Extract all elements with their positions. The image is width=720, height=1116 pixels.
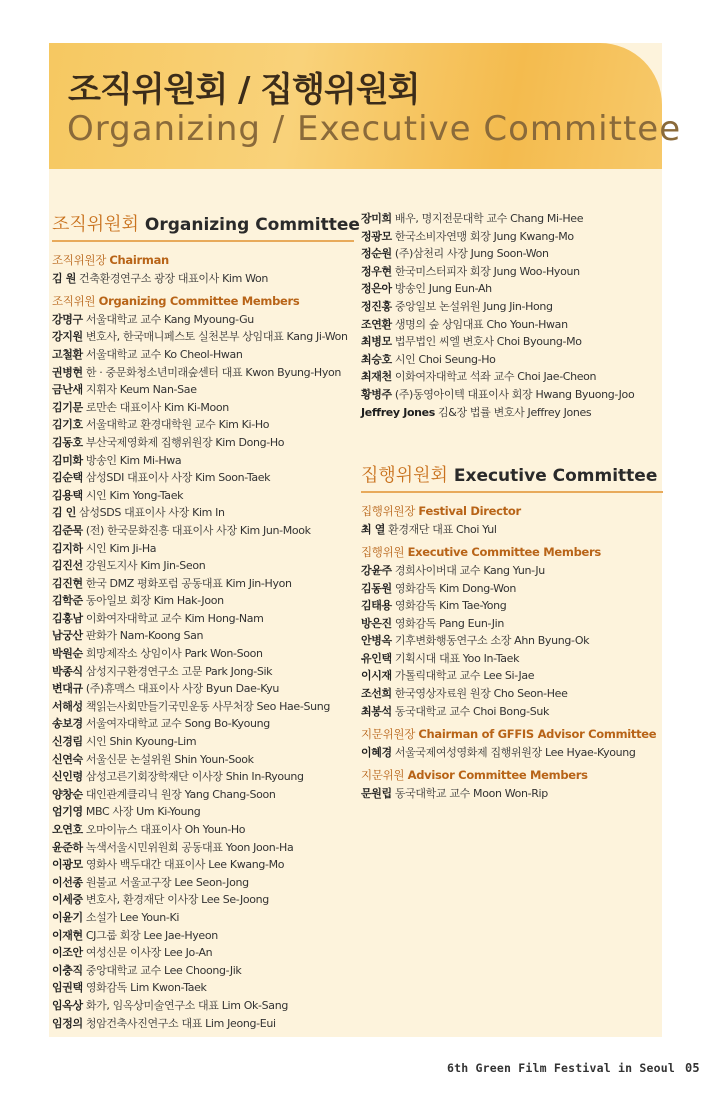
- person-name: 이재현: [52, 928, 83, 942]
- person-desc: 녹색서울시민위원회 공동대표 Yoon Joon-Ha: [85, 840, 294, 854]
- page-footer: [447, 1061, 700, 1075]
- person-desc: 변호사, 환경재단 이사장 Lee Se-Joong: [85, 893, 269, 907]
- member-entry: [52, 856, 352, 874]
- person-name: 김태용: [361, 599, 392, 613]
- person-name: 이혜경: [361, 745, 392, 759]
- person-desc: 로만손 대표이사 Kim Ki-Moon: [85, 400, 229, 414]
- person-desc: 시인 Shin Kyoung-Lim: [85, 735, 197, 749]
- member-entry: [52, 381, 352, 399]
- member-entry: [361, 580, 661, 598]
- person-desc: 청암건축사진연구소 대표 Lim Jeong-Eui: [85, 1016, 276, 1030]
- person-desc: 동국대학교 교수 Moon Won-Rip: [394, 787, 548, 801]
- person-name: 오연호: [52, 823, 83, 836]
- person-name: 김기문: [52, 400, 83, 414]
- person-desc: 서울국제여성영화제 집행위원장 Lee Hyae-Kyoung: [394, 745, 636, 759]
- person-name: 윤준하: [52, 840, 83, 854]
- person-desc: 영화감독 Kim Dong-Won: [394, 581, 516, 595]
- person-name: 김학준: [52, 594, 83, 608]
- person-desc: 영화감독 Pang Eun-Jin: [394, 616, 504, 630]
- section-divider: [361, 491, 663, 493]
- person-desc: 시인 Kim Yong-Taek: [85, 488, 184, 502]
- member-entry: [52, 575, 352, 593]
- person-name: 김준묵: [52, 523, 83, 537]
- executive-title-en: Executive Committee: [453, 466, 658, 487]
- person-desc: 서울대학교 환경대학원 교수 Kim Ki-Ho: [85, 418, 270, 432]
- person-desc: 삼성SDI 대표이사 사장 Kim Soon-Taek: [85, 471, 271, 485]
- organizing-members-list-cont: [361, 210, 661, 421]
- member-entry: [361, 298, 661, 316]
- person-desc: CJ그룹 회장 Lee Jae-Hyeon: [85, 928, 218, 942]
- person-desc: 한국소비자연맹 회장 Jung Kwang-Mo: [394, 229, 574, 243]
- person-name: 김진선: [52, 559, 83, 573]
- member-entry: [52, 434, 352, 452]
- person-desc: 희망제작소 상임이사 Park Won-Soon: [85, 647, 263, 661]
- member-entry: [52, 909, 352, 927]
- person-name: 권병현: [52, 365, 83, 379]
- member-entry: [52, 540, 352, 558]
- member-entry: [52, 346, 352, 364]
- person-desc: 동아일보 회장 Kim Hak-Joon: [85, 594, 224, 608]
- member-entry: [52, 944, 352, 962]
- organizing-section-title: [52, 214, 360, 236]
- member-entry: [52, 891, 352, 909]
- person-desc: 한국영상자료원 원장 Cho Seon-Hee: [394, 687, 568, 701]
- director-label: 집행위원장 Festival Director: [361, 504, 521, 519]
- member-entry: [52, 839, 352, 857]
- person-name: 변대규: [52, 682, 83, 696]
- member-entry: [52, 821, 352, 839]
- page-title-korean: 조직위원회 / 집행위원회: [68, 70, 420, 110]
- person-desc: 부산국제영화제 집행위원장 Kim Dong-Ho: [85, 435, 285, 449]
- person-name: 정진홍: [361, 299, 392, 313]
- person-desc: (전) 한국문화진흥 대표이사 사장 Kim Jun-Mook: [85, 523, 311, 537]
- person-name: 김 원: [52, 271, 77, 285]
- member-entry: [361, 615, 661, 633]
- section-divider: [52, 240, 354, 242]
- person-desc: 영화감독 Lim Kwon-Taek: [85, 981, 207, 995]
- person-desc: 시인 Choi Seung-Ho: [394, 352, 496, 366]
- person-desc: (주)삼천리 사장 Jung Soon-Won: [394, 247, 549, 261]
- person-desc: 서울대학교 교수 Kang Myoung-Gu: [85, 312, 254, 326]
- organizing-members-label: 조직위원 Organizing Committee Members: [52, 294, 300, 309]
- person-name: 김동호: [52, 435, 83, 449]
- member-entry: [52, 786, 352, 804]
- person-desc: 한국 DMZ 평화포럼 공동대표 Kim Jin-Hyon: [85, 576, 292, 590]
- person-name: 이광모: [52, 858, 83, 872]
- person-desc: MBC 사장 Um Ki-Young: [85, 805, 201, 819]
- member-entry: [361, 562, 661, 580]
- person-desc: 동국대학교 교수 Choi Bong-Suk: [394, 704, 549, 718]
- person-name: 서해성: [52, 699, 83, 713]
- person-name: 김용택: [52, 488, 83, 502]
- executive-members-label: 집행위원 Executive Committee Members: [361, 545, 601, 560]
- director-entry: [361, 521, 661, 539]
- person-desc: 오마이뉴스 대표이사 Oh Youn-Ho: [85, 823, 246, 836]
- person-desc: (주)휴맥스 대표이사 사장 Byun Dae-Kyu: [85, 682, 280, 696]
- person-name: 김미화: [52, 453, 83, 467]
- person-desc: 방송인 Jung Eun-Ah: [394, 282, 492, 296]
- member-entry: [361, 667, 661, 685]
- member-entry: [52, 645, 352, 663]
- page-title-english: Organizing / Executive Committee: [67, 109, 682, 149]
- person-name: 엄기영: [52, 805, 83, 819]
- member-entry: [52, 927, 352, 945]
- member-entry: [361, 685, 661, 703]
- person-name: 김순택: [52, 471, 83, 485]
- executive-section-title: [361, 465, 661, 487]
- person-desc: 지휘자 Keum Nan-Sae: [85, 383, 197, 397]
- person-name: 유인택: [361, 651, 392, 665]
- person-desc: 강원도지사 Kim Jin-Seon: [85, 559, 206, 573]
- person-desc: 소설가 Lee Youn-Ki: [85, 910, 180, 924]
- person-desc: 건축환경연구소 광장 대표이사 Kim Won: [79, 271, 269, 285]
- person-name: 송보경: [52, 717, 83, 731]
- person-desc: 가톨릭대학교 교수 Lee Si-Jae: [394, 669, 535, 683]
- person-name: 문원립: [361, 787, 392, 801]
- person-name: 이충직: [52, 963, 83, 977]
- person-desc: 이화여자대학교 석좌 교수 Choi Jae-Cheon: [394, 370, 597, 384]
- member-entry: [52, 469, 352, 487]
- member-entry: [361, 263, 661, 281]
- person-name: 강지원: [52, 330, 83, 344]
- person-desc: 중앙대학교 교수 Lee Choong-Jik: [85, 963, 242, 977]
- member-entry: [361, 280, 661, 298]
- person-name: 남궁산: [52, 629, 83, 643]
- member-entry: [361, 210, 661, 228]
- person-name: Jeffrey Jones: [361, 405, 435, 419]
- person-name: 조선희: [361, 687, 392, 701]
- person-desc: 판화가 Nam-Koong San: [85, 629, 204, 643]
- person-desc: 영화감독 Kim Tae-Yong: [394, 599, 507, 613]
- chairman-label: 조직위원장 Chairman: [52, 253, 169, 267]
- person-desc: 서울대학교 교수 Ko Cheol-Hwan: [85, 347, 243, 361]
- person-name: 강명구: [52, 312, 83, 326]
- member-entry: [52, 751, 352, 769]
- member-entry: [52, 733, 352, 751]
- member-entry: [52, 522, 352, 540]
- person-desc: 책읽는사회만들기국민운동 사무처장 Seo Hae-Sung: [85, 699, 330, 713]
- person-desc: 서울신문 논설위원 Shin Youn-Sook: [85, 752, 254, 766]
- person-desc: 변호사, 한국매니페스토 실천본부 상임대표 Kang Ji-Won: [85, 330, 348, 344]
- person-name: 최 열: [361, 522, 386, 536]
- advisor-members-label: 지문위원 Advisor Committee Members: [361, 768, 588, 783]
- member-entry: [361, 245, 661, 263]
- person-name: 박종식: [52, 664, 83, 678]
- person-name: 정광모: [361, 229, 392, 243]
- person-desc: 영화사 백두대간 대표이사 Lee Kwang-Mo: [85, 858, 285, 872]
- organizing-title-en: Organizing Committee: [144, 215, 360, 235]
- person-desc: 원불교 서울교구장 Lee Seon-Jong: [85, 875, 249, 889]
- person-desc: 한 · 중문화청소년미래숲센터 대표 Kwon Byung-Hyon: [85, 365, 342, 379]
- member-entry: [52, 328, 352, 346]
- member-entry: [361, 632, 661, 650]
- member-entry: [52, 487, 352, 505]
- person-desc: 경희사이버대 교수 Kang Yun-Ju: [394, 563, 545, 577]
- person-name: 박원순: [52, 647, 83, 661]
- member-entry: [361, 228, 661, 246]
- member-entry: [52, 364, 352, 382]
- person-name: 최승호: [361, 352, 392, 366]
- person-desc: 배우, 명지전문대학 교수 Chang Mi-Hee: [394, 212, 584, 225]
- executive-members-list: [361, 562, 661, 720]
- person-name: 안병옥: [361, 634, 392, 648]
- person-name: 이윤기: [52, 910, 83, 924]
- gffis-chair-label: 지문위원장 Chairman of GFFIS Advisor Committee: [361, 727, 657, 742]
- page-number: 05: [684, 1061, 700, 1075]
- member-entry: [52, 592, 352, 610]
- person-desc: 방송인 Kim Mi-Hwa: [85, 453, 182, 467]
- organizing-title-ko: 조직위원회: [52, 214, 139, 235]
- person-name: 고철환: [52, 347, 83, 361]
- member-entry: [361, 316, 661, 334]
- person-name: 양창순: [52, 787, 83, 801]
- member-entry: [52, 663, 352, 681]
- person-name: 조연환: [361, 317, 392, 331]
- person-desc: 여성신문 이사장 Lee Jo-An: [85, 946, 213, 960]
- person-name: 이세중: [52, 893, 83, 907]
- person-name: 임권택: [52, 981, 83, 995]
- member-entry: [52, 610, 352, 628]
- member-entry: [361, 333, 661, 351]
- organizing-members-list: [52, 311, 352, 1032]
- person-name: 정은아: [361, 282, 392, 296]
- right-column: [361, 210, 661, 803]
- person-name: 최재천: [361, 370, 392, 384]
- person-desc: 김&장 법률 변호사 Jeffrey Jones: [437, 405, 592, 419]
- member-entry: [361, 386, 661, 404]
- person-desc: 시인 Kim Ji-Ha: [85, 541, 157, 555]
- member-entry: [52, 680, 352, 698]
- person-name: 최병모: [361, 335, 392, 349]
- person-name: 이선종: [52, 875, 83, 889]
- person-desc: 법무법인 씨엘 변호사 Choi Byoung-Mo: [394, 335, 582, 349]
- executive-title-ko: 집행위원회: [361, 465, 448, 487]
- person-desc: 이화여자대학교 교수 Kim Hong-Nam: [85, 611, 264, 625]
- person-name: 황병주: [361, 387, 392, 401]
- advisor-entry: [361, 785, 661, 803]
- person-name: 최봉석: [361, 704, 392, 718]
- person-desc: 대인관계클리닉 원장 Yang Chang-Soon: [85, 787, 276, 801]
- member-entry: [52, 698, 352, 716]
- festival-name: 6th Green Film Festival in Seoul: [447, 1061, 675, 1075]
- person-name: 강윤주: [361, 563, 392, 577]
- person-name: 임옥상: [52, 998, 83, 1012]
- member-entry: [52, 874, 352, 892]
- person-name: 신인령: [52, 770, 83, 784]
- person-desc: 삼성SDS 대표이사 사장 Kim In: [79, 506, 225, 520]
- member-entry: [52, 311, 352, 329]
- person-name: 이조안: [52, 946, 83, 960]
- member-entry: [361, 368, 661, 386]
- member-entry: [361, 351, 661, 369]
- person-desc: 한국미스터피자 회장 Jung Woo-Hyoun: [394, 264, 580, 278]
- member-entry: [52, 962, 352, 980]
- person-name: 장미희: [361, 212, 392, 225]
- person-name: 김동원: [361, 581, 392, 595]
- member-entry: [52, 452, 352, 470]
- member-entry: [52, 979, 352, 997]
- member-entry: [52, 1015, 352, 1033]
- member-entry: [52, 416, 352, 434]
- member-entry: [52, 715, 352, 733]
- chairman-entry: [52, 270, 352, 288]
- person-name: 김지하: [52, 541, 83, 555]
- person-name: 정우현: [361, 264, 392, 278]
- member-entry: [52, 399, 352, 417]
- person-name: 신경림: [52, 735, 83, 749]
- member-entry: [52, 557, 352, 575]
- person-desc: 삼성지구환경연구소 고문 Park Jong-Sik: [85, 664, 273, 678]
- member-entry: [361, 703, 661, 721]
- person-desc: 기후변화행동연구소 소장 Ahn Byung-Ok: [394, 634, 590, 648]
- person-name: 정순원: [361, 247, 392, 261]
- member-entry: [361, 404, 661, 422]
- person-name: 김기호: [52, 418, 83, 432]
- member-entry: [52, 504, 352, 522]
- person-desc: 환경재단 대표 Choi Yul: [388, 522, 497, 536]
- person-name: 김홍남: [52, 611, 83, 625]
- person-desc: 생명의 숲 상임대표 Cho Youn-Hwan: [394, 317, 568, 331]
- person-desc: 중앙일보 논설위원 Jung Jin-Hong: [394, 299, 553, 313]
- person-desc: (주)동영아이텍 대표이사 회장 Hwang Byuong-Joo: [394, 387, 635, 401]
- person-name: 금난새: [52, 383, 83, 397]
- organizing-column: [52, 214, 360, 1032]
- member-entry: [361, 597, 661, 615]
- member-entry: [52, 768, 352, 786]
- gffis-chair-entry: [361, 744, 661, 762]
- person-name: 김 인: [52, 506, 77, 520]
- member-entry: [52, 803, 352, 821]
- person-name: 김진현: [52, 576, 83, 590]
- member-entry: [361, 650, 661, 668]
- person-name: 방은진: [361, 616, 392, 630]
- person-desc: 삼성고른기회장학재단 이사장 Shin In-Ryoung: [85, 770, 304, 784]
- person-name: 이시재: [361, 669, 392, 683]
- member-entry: [52, 997, 352, 1015]
- person-desc: 기획시대 대표 Yoo In-Taek: [394, 651, 520, 665]
- person-desc: 서울여자대학교 교수 Song Bo-Kyoung: [85, 717, 270, 731]
- member-entry: [52, 627, 352, 645]
- person-name: 신연숙: [52, 752, 83, 766]
- person-name: 임정의: [52, 1016, 83, 1030]
- person-desc: 화가, 임옥상미술연구소 대표 Lim Ok-Sang: [85, 998, 288, 1012]
